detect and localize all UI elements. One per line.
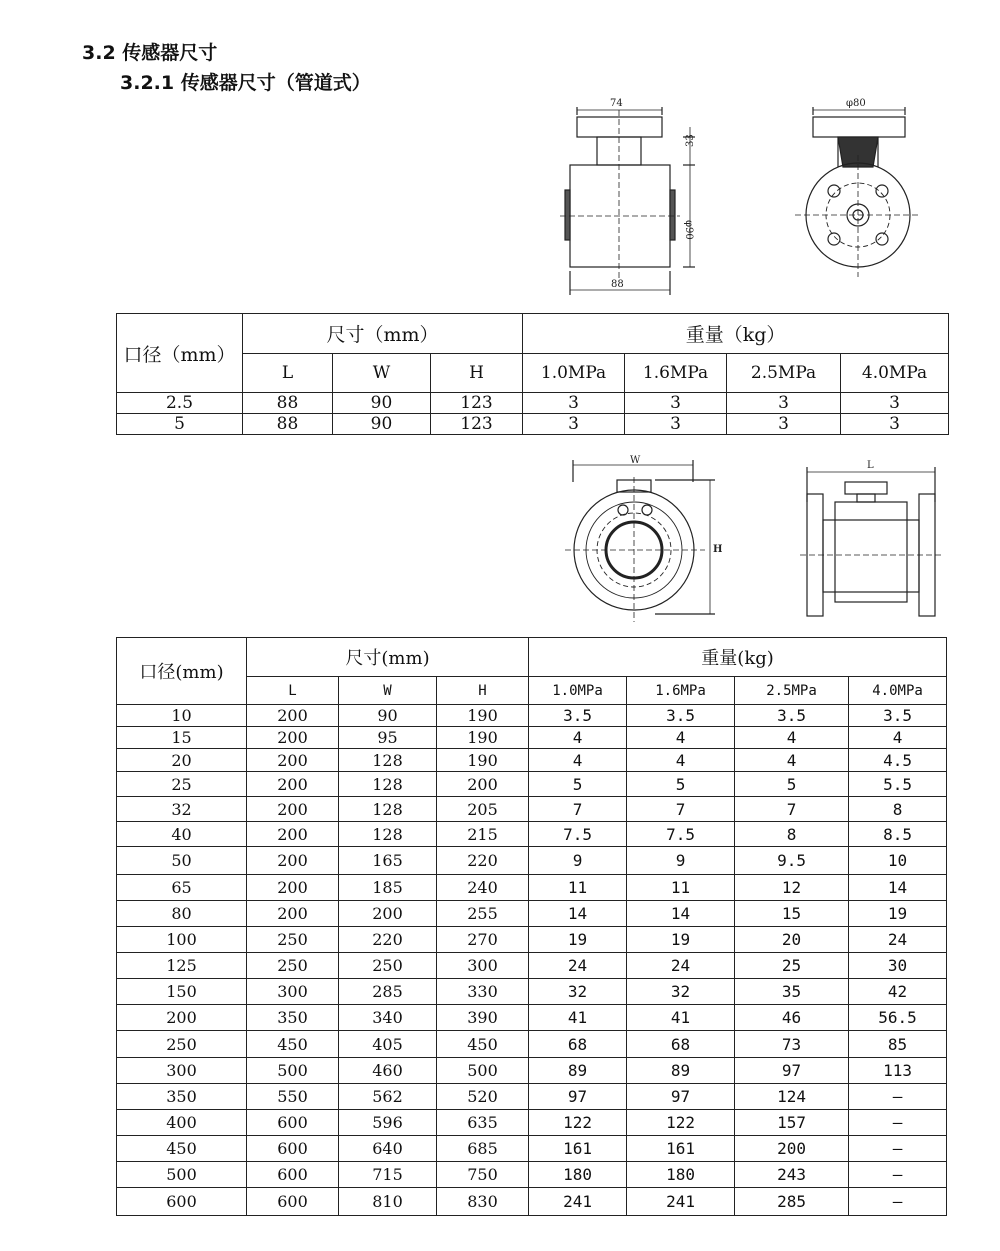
table-row (117, 705, 947, 727)
sub-header: 1.6MPa (625, 354, 727, 393)
table-cell: 450 (117, 1136, 247, 1162)
table-cell: 15 (117, 727, 247, 749)
table-cell: 550 (247, 1084, 339, 1110)
table-row (117, 393, 949, 414)
table-cell: 220 (339, 927, 437, 953)
table-cell: 190 (437, 727, 529, 749)
table-row (117, 822, 947, 847)
table-cell: 640 (339, 1136, 437, 1162)
table-cell: 97 (627, 1084, 735, 1110)
dim-width: W (630, 455, 641, 466)
table-cell: 4 (529, 749, 627, 772)
sub-header: W (339, 677, 437, 705)
table-cell: 80 (117, 901, 247, 927)
table-cell: 7 (627, 797, 735, 822)
table-cell: 46 (735, 1005, 849, 1031)
table-cell: 9 (627, 847, 735, 875)
table-cell: 596 (339, 1110, 437, 1136)
dim-length: 88 (611, 279, 624, 290)
table-cell: 200 (247, 749, 339, 772)
table-cell: 122 (627, 1110, 735, 1136)
table-row (117, 1162, 947, 1188)
table-cell: 520 (437, 1084, 529, 1110)
table-cell: — (849, 1188, 947, 1216)
table-cell: 11 (627, 875, 735, 901)
table-cell: 350 (247, 1005, 339, 1031)
table-cell: 500 (247, 1058, 339, 1084)
table-cell: — (849, 1084, 947, 1110)
large-sensor-drawing (555, 452, 945, 627)
table-cell: 215 (437, 822, 529, 847)
table-cell: 88 (243, 393, 333, 414)
table-cell: 3 (625, 414, 727, 435)
table-cell: 3.5 (849, 705, 947, 727)
table-cell: 89 (627, 1058, 735, 1084)
table-cell: 200 (247, 901, 339, 927)
table-cell: 240 (437, 875, 529, 901)
table-cell: 405 (339, 1031, 437, 1058)
table-row (117, 901, 947, 927)
table-cell: 250 (339, 953, 437, 979)
table-cell: 7.5 (627, 822, 735, 847)
table-cell: 300 (437, 953, 529, 979)
table-cell: 3.5 (529, 705, 627, 727)
table-cell: 32 (627, 979, 735, 1005)
table-cell: 200 (735, 1136, 849, 1162)
table-cell: 205 (437, 797, 529, 822)
table-cell: 68 (627, 1031, 735, 1058)
table-row (117, 797, 947, 822)
sub-header: W (333, 354, 431, 393)
table-row (117, 1110, 947, 1136)
section-heading: 3.2 传感器尺寸 (82, 42, 218, 64)
table-cell: 185 (339, 875, 437, 901)
table-row (117, 1084, 947, 1110)
table-cell: 330 (437, 979, 529, 1005)
sub-header: 1.0MPa (529, 677, 627, 705)
table-cell: 390 (437, 1005, 529, 1031)
table-cell: — (849, 1162, 947, 1188)
table-row (117, 1188, 947, 1216)
table-cell: 685 (437, 1136, 529, 1162)
table-cell: 200 (117, 1005, 247, 1031)
table-cell: 9 (529, 847, 627, 875)
table-cell: 14 (849, 875, 947, 901)
table-cell: 255 (437, 901, 529, 927)
table-cell: 3 (841, 414, 949, 435)
table-cell: 5 (529, 772, 627, 797)
table-cell: 200 (247, 772, 339, 797)
table-cell: 8.5 (849, 822, 947, 847)
table-cell: 600 (247, 1110, 339, 1136)
col-weight-header: 重量（kg） (523, 314, 949, 354)
table-row (117, 1136, 947, 1162)
table-cell: — (849, 1110, 947, 1136)
table-cell: 200 (247, 705, 339, 727)
table-cell: 180 (627, 1162, 735, 1188)
table-cell: 8 (735, 822, 849, 847)
table-cell: 200 (247, 875, 339, 901)
table-cell: 220 (437, 847, 529, 875)
table-cell: 4 (627, 749, 735, 772)
table-cell: 128 (339, 749, 437, 772)
table-cell: 190 (437, 749, 529, 772)
table-cell: 340 (339, 1005, 437, 1031)
table-cell: 450 (247, 1031, 339, 1058)
table-row (117, 847, 947, 875)
table-cell: 65 (117, 875, 247, 901)
table-cell: 125 (117, 953, 247, 979)
sub-header: 4.0MPa (849, 677, 947, 705)
dim-flange-diameter: φ80 (846, 98, 866, 109)
table-cell: 123 (431, 393, 523, 414)
table-cell: 5 (117, 414, 243, 435)
table-row (117, 772, 947, 797)
table-cell: 25 (117, 772, 247, 797)
col-size-header: 尺寸（mm） (243, 314, 523, 354)
table-cell: 4 (849, 727, 947, 749)
table-cell: 4 (735, 727, 849, 749)
table-row (117, 953, 947, 979)
table-cell: 42 (849, 979, 947, 1005)
dim-body-diameter: φ90 (683, 220, 694, 240)
table-cell: 3 (523, 414, 625, 435)
table-cell: 5 (627, 772, 735, 797)
table-cell: 128 (339, 822, 437, 847)
sub-header: 2.5MPa (727, 354, 841, 393)
table-cell: 810 (339, 1188, 437, 1216)
table-cell: 190 (437, 705, 529, 727)
table-cell: 32 (529, 979, 627, 1005)
col-weight-header: 重量(kg) (529, 638, 947, 677)
table-row (117, 979, 947, 1005)
table-cell: 24 (627, 953, 735, 979)
table-cell: 270 (437, 927, 529, 953)
table-cell: 73 (735, 1031, 849, 1058)
table-cell: 85 (849, 1031, 947, 1058)
table-cell: 32 (117, 797, 247, 822)
table-cell: 300 (247, 979, 339, 1005)
sub-header: H (431, 354, 523, 393)
table-row (117, 875, 947, 901)
table-cell: 19 (529, 927, 627, 953)
table-cell: — (849, 1136, 947, 1162)
table-cell: 90 (339, 705, 437, 727)
table-cell: 20 (735, 927, 849, 953)
sub-header: 1.0MPa (523, 354, 625, 393)
table-row (117, 1005, 947, 1031)
table-cell: 715 (339, 1162, 437, 1188)
table-cell: 9.5 (735, 847, 849, 875)
table-cell: 241 (627, 1188, 735, 1216)
table-cell: 128 (339, 797, 437, 822)
table-cell: 830 (437, 1188, 529, 1216)
table-row (117, 1058, 947, 1084)
table-cell: 3 (625, 393, 727, 414)
table-row (117, 927, 947, 953)
table-cell: 88 (243, 414, 333, 435)
table-cell: 400 (117, 1110, 247, 1136)
col-size-header: 尺寸(mm) (247, 638, 529, 677)
table-cell: 250 (247, 953, 339, 979)
table-cell: 89 (529, 1058, 627, 1084)
dim-length-l: L (867, 460, 874, 471)
sub-header: H (437, 677, 529, 705)
table-cell: 56.5 (849, 1005, 947, 1031)
table-cell: 241 (529, 1188, 627, 1216)
table-cell: 161 (627, 1136, 735, 1162)
table-cell: 3.5 (627, 705, 735, 727)
table-cell: 24 (529, 953, 627, 979)
table-cell: 562 (339, 1084, 437, 1110)
table-cell: 4 (529, 727, 627, 749)
table-cell: 41 (627, 1005, 735, 1031)
table-cell: 90 (333, 393, 431, 414)
table-cell: 200 (247, 847, 339, 875)
table-cell: 10 (849, 847, 947, 875)
table-row (117, 414, 949, 435)
table-cell: 35 (735, 979, 849, 1005)
table-cell: 180 (529, 1162, 627, 1188)
table-cell: 68 (529, 1031, 627, 1058)
table-cell: 7 (529, 797, 627, 822)
table-cell: 635 (437, 1110, 529, 1136)
table-cell: 3 (727, 393, 841, 414)
table-cell: 25 (735, 953, 849, 979)
table-cell: 460 (339, 1058, 437, 1084)
table-cell: 19 (627, 927, 735, 953)
table-cell: 4 (735, 749, 849, 772)
small-sensor-drawing (555, 95, 925, 300)
table-cell: 50 (117, 847, 247, 875)
table-cell: 200 (437, 772, 529, 797)
table-cell: 500 (117, 1162, 247, 1188)
sub-header: L (247, 677, 339, 705)
dim-top-width: 74 (610, 98, 623, 109)
table-cell: 15 (735, 901, 849, 927)
sub-header: 4.0MPa (841, 354, 949, 393)
table-row (117, 1031, 947, 1058)
table-cell: 600 (247, 1188, 339, 1216)
table-cell: 3 (841, 393, 949, 414)
table-cell: 4.5 (849, 749, 947, 772)
table-cell: 161 (529, 1136, 627, 1162)
table-cell: 90 (333, 414, 431, 435)
table-cell: 41 (529, 1005, 627, 1031)
table-cell: 12 (735, 875, 849, 901)
table-cell: 11 (529, 875, 627, 901)
subsection-heading: 3.2.1 传感器尺寸（管道式） (120, 72, 371, 94)
table-cell: 157 (735, 1110, 849, 1136)
table-cell: 7.5 (529, 822, 627, 847)
dim-flange-height: 33 (685, 134, 696, 147)
table-cell: 5 (735, 772, 849, 797)
table-cell: 165 (339, 847, 437, 875)
table-cell: 19 (849, 901, 947, 927)
table-cell: 122 (529, 1110, 627, 1136)
table-cell: 600 (247, 1136, 339, 1162)
table-row (117, 749, 947, 772)
table-cell: 97 (735, 1058, 849, 1084)
table-cell: 200 (247, 727, 339, 749)
table-cell: 5.5 (849, 772, 947, 797)
table-cell: 600 (247, 1162, 339, 1188)
table-cell: 14 (529, 901, 627, 927)
table-cell: 30 (849, 953, 947, 979)
table-cell: 97 (529, 1084, 627, 1110)
table-cell: 285 (735, 1188, 849, 1216)
table-cell: 350 (117, 1084, 247, 1110)
table-cell: 2.5 (117, 393, 243, 414)
table-cell: 285 (339, 979, 437, 1005)
table-cell: 24 (849, 927, 947, 953)
table-cell: 123 (431, 414, 523, 435)
table-cell: 128 (339, 772, 437, 797)
table-cell: 200 (247, 822, 339, 847)
table-cell: 100 (117, 927, 247, 953)
table-cell: 113 (849, 1058, 947, 1084)
table-cell: 10 (117, 705, 247, 727)
small-bore-spec-table (116, 313, 949, 435)
table-cell: 14 (627, 901, 735, 927)
table-cell: 500 (437, 1058, 529, 1084)
table-cell: 200 (247, 797, 339, 822)
large-bore-spec-table (116, 637, 947, 1216)
table-cell: 250 (117, 1031, 247, 1058)
table-cell: 600 (117, 1188, 247, 1216)
sub-header: L (243, 354, 333, 393)
table-cell: 95 (339, 727, 437, 749)
table-cell: 150 (117, 979, 247, 1005)
col-bore-header: 口径（mm） (117, 314, 243, 393)
table-cell: 300 (117, 1058, 247, 1084)
table-cell: 4 (627, 727, 735, 749)
table-cell: 3 (727, 414, 841, 435)
table-cell: 7 (735, 797, 849, 822)
sub-header: 2.5MPa (735, 677, 849, 705)
table-cell: 450 (437, 1031, 529, 1058)
table-cell: 250 (247, 927, 339, 953)
table-cell: 243 (735, 1162, 849, 1188)
table-cell: 3 (523, 393, 625, 414)
table-cell: 3.5 (735, 705, 849, 727)
table-cell: 200 (339, 901, 437, 927)
table-cell: 8 (849, 797, 947, 822)
table-cell: 20 (117, 749, 247, 772)
table-cell: 40 (117, 822, 247, 847)
table-row (117, 727, 947, 749)
col-bore-header: 口径(mm) (117, 638, 247, 705)
dim-height: H (713, 544, 723, 555)
table-cell: 124 (735, 1084, 849, 1110)
table-cell: 750 (437, 1162, 529, 1188)
sub-header: 1.6MPa (627, 677, 735, 705)
